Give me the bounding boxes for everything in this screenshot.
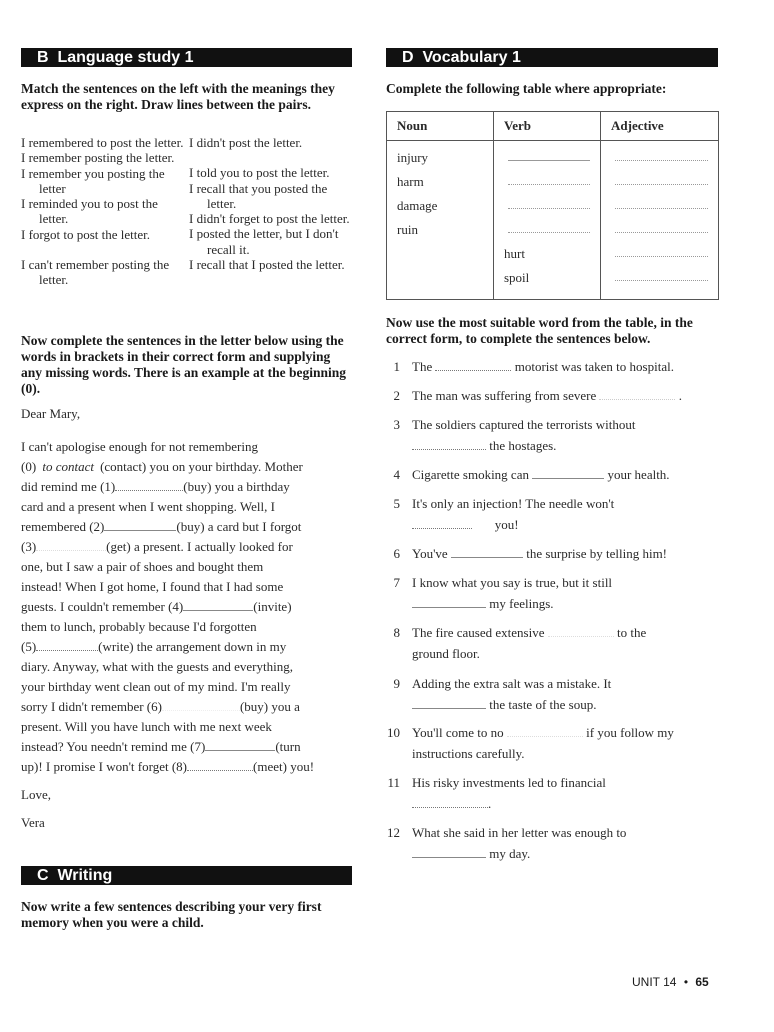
- letter-text: (5): [21, 639, 37, 654]
- letter-instruction: Now complete the sentences in the letter below using the words in brackets in their correct form and supplying any missing words. There is an example at the beginning (0).: [21, 333, 347, 396]
- sentence-gap[interactable]: [412, 518, 472, 529]
- sentence: What she said in her letter was enough to my day.: [412, 825, 627, 861]
- sentence-gap[interactable]: [412, 439, 486, 450]
- sentence-number: 9: [393, 676, 400, 691]
- letter-text: up)! I promise I won't forget (8): [21, 759, 188, 774]
- letter-closing: Love,: [21, 787, 51, 802]
- left-sentence: I remember posting the letter.: [21, 150, 175, 166]
- noun-cell: injury: [397, 150, 429, 165]
- unit-label: UNIT 14: [632, 975, 677, 989]
- letter-greeting: Dear Mary,: [21, 406, 81, 421]
- letter-line: diary. Anyway, what with the guests and everything,: [21, 659, 293, 674]
- sentence-number: 12: [387, 825, 400, 840]
- sentence-number: 7: [393, 575, 400, 590]
- right-meaning: I didn't post the letter.: [189, 135, 303, 150]
- sentence: The motorist was taken to hospital.: [412, 359, 674, 374]
- sentence: Cigarette smoking can your health.: [412, 467, 670, 482]
- sentence: His risky investments led to financial .: [412, 775, 606, 811]
- letter-line: instead! When I got home, I found that I had some: [21, 579, 284, 594]
- left-sentence: I remember you posting the letter: [21, 165, 165, 196]
- sentence-gap[interactable]: [507, 726, 583, 737]
- example-answer: to contact: [42, 459, 95, 474]
- sentence-number: 10: [387, 725, 400, 740]
- letter-text: remembered (2): [21, 519, 105, 534]
- letter-text: (write) the arrangement down in my: [98, 639, 287, 654]
- section-d-instruction-2: Now use the most suitable word from the table, in the correct form, to complete the sentences below.: [386, 315, 693, 346]
- sentence-number: 2: [393, 388, 400, 403]
- letter-text: (buy) you a: [239, 699, 300, 714]
- sentence-gap[interactable]: [599, 389, 675, 400]
- section-b-title: B Language study 1: [37, 49, 194, 66]
- sentence: The man was suffering from severe .: [412, 388, 682, 403]
- letter-line: card and a present when I went shopping. Well, I: [21, 499, 275, 514]
- sentence-gap[interactable]: [412, 698, 486, 709]
- sentence: The fire caused extensive to the ground floor.: [412, 625, 647, 661]
- page-number: 65: [695, 975, 709, 989]
- sentence-gap[interactable]: [532, 468, 604, 479]
- letter-text: (3): [21, 539, 37, 554]
- sentence-number: 1: [393, 359, 400, 374]
- sentence: I know what you say is true, but it still my feelings.: [412, 575, 613, 611]
- left-sentence: I forgot to post the letter.: [21, 226, 151, 242]
- section-d-instruction: Complete the following table where appropriate:: [386, 81, 667, 96]
- page-footer: [632, 975, 709, 989]
- letter-text: (invite): [253, 599, 292, 614]
- sentence-number: 5: [393, 496, 400, 511]
- letter-text: did remind me (1): [21, 479, 116, 494]
- right-meaning: I posted the letter, but I don't recall it.: [189, 226, 339, 257]
- right-meaning: I didn't forget to post the letter.: [189, 211, 350, 227]
- letter-text: (contact) you on your birthday. Mother: [100, 459, 303, 474]
- letter-text: guests. I couldn't remember (4): [21, 599, 184, 614]
- sentence: It's only an injection! The needle won't you!: [412, 496, 615, 532]
- right-meaning: I recall that I posted the letter.: [189, 257, 345, 273]
- sentence: Adding the extra salt was a mistake. It the taste of the soup.: [412, 676, 612, 712]
- sentence-gap[interactable]: [412, 797, 488, 808]
- header-noun: Noun: [387, 112, 494, 141]
- header-adjective: Adjective: [601, 112, 719, 141]
- sentence-number: 8: [393, 625, 400, 640]
- sentence-number: 4: [393, 467, 400, 482]
- sentence-gap[interactable]: [435, 360, 511, 371]
- letter-signature: Vera: [21, 815, 45, 830]
- letter-text: instead? You needn't remind me (7): [21, 739, 206, 754]
- letter-text: (get) a present. I actually looked for: [106, 539, 293, 554]
- section-c-title: C Writing: [37, 867, 113, 884]
- letter-line: present. Will you have lunch with me next week: [21, 719, 272, 734]
- sentence: You'll come to no if you follow my instructions carefully.: [412, 725, 674, 761]
- sentence-number: 11: [387, 775, 400, 790]
- letter-text: sorry I didn't remember (6): [21, 699, 162, 714]
- sentence-gap[interactable]: [412, 847, 486, 858]
- sentence-gap[interactable]: [412, 597, 486, 608]
- letter-line: one, but I saw a pair of shoes and bought them: [21, 559, 264, 574]
- noun-cell: ruin: [397, 222, 418, 237]
- sentence-number: 3: [393, 417, 400, 432]
- sentence: You've the surprise by telling him!: [412, 546, 668, 561]
- left-sentence: I can't remember posting the letter.: [21, 257, 170, 288]
- sentence-gap[interactable]: [548, 626, 614, 637]
- header-verb: Verb: [494, 112, 601, 141]
- letter-text: (buy) a card but I forgot: [176, 519, 302, 534]
- right-meaning: I recall that you posted the letter.: [189, 180, 328, 211]
- sentence-number: 6: [393, 546, 400, 561]
- left-sentence: I remembered to post the letter.: [21, 135, 184, 150]
- section-d-title: D Vocabulary 1: [402, 49, 521, 66]
- letter-line: your birthday went clean out of my mind. I'm really: [21, 679, 291, 694]
- letter-text: (meet) you!: [253, 759, 315, 774]
- right-meaning: I told you to post the letter.: [189, 165, 330, 181]
- left-sentence: I reminded you to post the letter.: [21, 196, 158, 227]
- section-c-instruction: Now write a few sentences describing your very first memory when you were a child.: [21, 899, 322, 930]
- letter-text: (buy) you a birthday: [183, 479, 290, 494]
- sentence: The soldiers captured the terrorists without the hostages.: [412, 417, 636, 453]
- section-b-instruction: Match the sentences on the left with the meanings they express on the right. Draw lines between the pairs.: [21, 81, 335, 112]
- letter-line: I can't apologise enough for not remembering: [21, 439, 258, 454]
- verb-cell: spoil: [504, 270, 530, 285]
- noun-cell: harm: [397, 174, 424, 189]
- bullet: •: [683, 975, 689, 989]
- gap-number: (0): [21, 459, 37, 474]
- verb-cell: hurt: [504, 246, 525, 261]
- letter-text: (turn: [275, 739, 301, 754]
- noun-cell: damage: [397, 198, 438, 213]
- letter-line: them to lunch, probably because I'd forgotten: [21, 619, 257, 634]
- sentence-gap[interactable]: [451, 547, 523, 558]
